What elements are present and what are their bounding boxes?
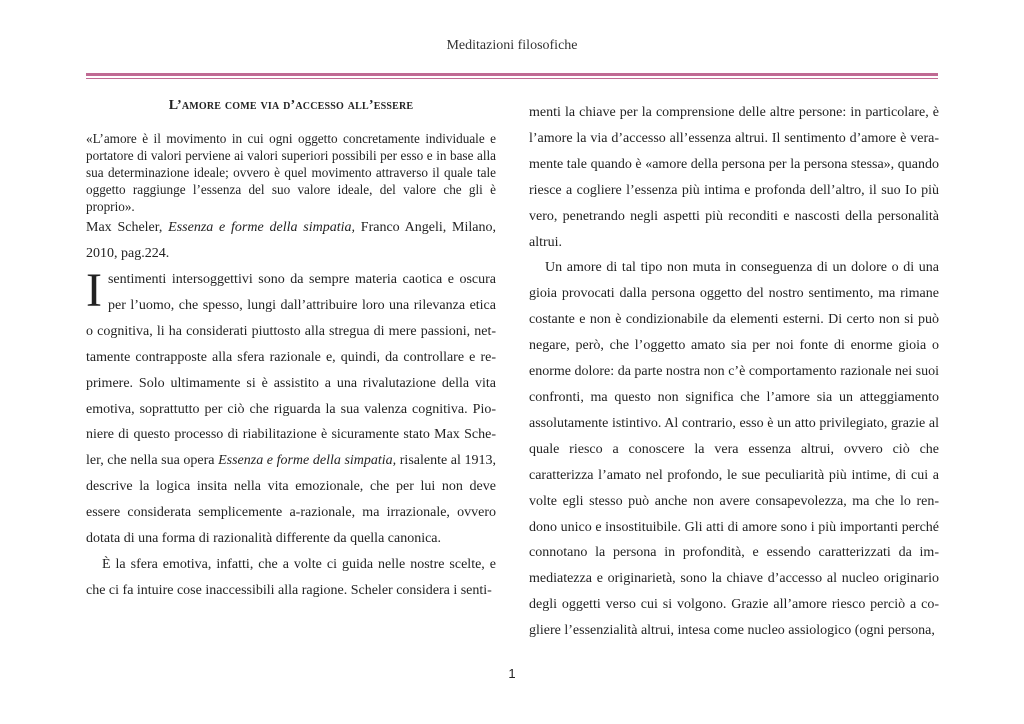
paragraph-1-text-b: risalente al 1913, descrive la logica insita nella vita emozionale, che per lui non deve essere considerata semplicemente a-razionale, ma irrazionale, ovvero dotata di una forma di razionalità differente da quella canonica. xyxy=(86,453,496,547)
article-title: L’amore come via d’accesso all’essere xyxy=(168,98,414,113)
right-column xyxy=(529,100,939,644)
paragraph-1-text-a: sentimenti intersoggettivi sono da sempre materia caotica e oscura per l’uomo, che spesso, lungi dall’attribuire loro una rilevanza etica o cognitiva, li ha considerati piuttosto alla stregua di mere passioni, nettamente contrapposte alla sfera razionale e, quindi, da controllare e reprimere. Solo ultimamente si è assistito a una rivalutazione della vita emotiva, soprattutto per ciò che riguarda la sua valenza cognitiva. Pioniere di questo processo di riabilitazione è sicuramente stato Max Scheler, che nella sua opera xyxy=(86,272,496,469)
body-paragraph-1 xyxy=(86,264,496,552)
drop-cap: I xyxy=(86,264,102,317)
citation-work: Essenza e forme della simpatia, xyxy=(168,220,355,235)
page-number: 1 xyxy=(508,666,516,681)
running-header: Meditazioni filosofiche xyxy=(446,38,578,53)
body-paragraph-3: menti la chiave per la comprensione delle altre persone: in particolare, è l’amore la via d’accesso all’essenza altrui. Il sentimento d’amore è veramente tale quando è «amore della persona per la persona stessa», quando riesce a cogliere l’essenza più intima e profonda dell’altro, il suo Io più vero, penetrando negli aspetti più reconditi e nascosti della personalità altrui. xyxy=(529,105,939,250)
header-rule-thin xyxy=(86,78,938,79)
epigraph-citation xyxy=(86,215,496,267)
body-paragraph-4: Un amore di tal tipo non muta in conseguenza di un dolore o di una gioia provocati dalla persona oggetto del nostro sentimento, ma rimane costante e non è condizionabile da elementi esterni. Di certo non si può negare, però, che l’oggetto amato sia per noi fonte di enorme gioia o enorme dolore: da parte nostra non c’è comportamento razionale nei suoi confronti, ma questo non significa che l’amore sia un atteggiamento assolutamente istintivo. Al contrario, esso è un atto privilegiato, grazie al quale riesco a conoscere la vera essenza altrui, ovvero ciò che caratterizza l’amato nel profondo, le sue peculiarità più intime, di cui a volte egli stesso può anche non avere consapevolezza, ma che lo rendono unico e insostituibile. Gli atti di amore sono i più importanti perché connotano la persona in profondità, e essendo caratterizzati da immediatezza e originarietà, sono la chiave d’accesso al nucleo originario degli oggetti verso cui si volgono. Grazie all’amore riesco perciò a cogliere l’essenzialità altrui, intesa come nucleo assiologico (ogni persona, xyxy=(529,260,939,639)
header-rule-thick xyxy=(86,73,938,76)
citation-author: Max Scheler, xyxy=(86,220,169,235)
citation-publisher: Franco Angeli, Milano, 2010, pag.224. xyxy=(86,220,496,261)
epigraph-quote: «L’amore è il movimento in cui ogni oggetto concretamente individuale e portatore di valori perviene ai valori superiori possibili per esso e in base alla sua determinazione ideale; ovvero è quel movimento attraverso il quale tale oggetto raggiunge l’essenza del suo valore ideale, del valore che gli è proprio». xyxy=(86,131,496,214)
paragraph-1-work-title: Essenza e forme della simpatia, xyxy=(218,453,397,469)
body-paragraph-2: È la sfera emotiva, infatti, che a volte ci guida nelle nostre scelte, e che ci fa intuire cose inaccessibili alla ragione. Scheler considera i senti- xyxy=(86,556,496,598)
left-column xyxy=(86,96,496,604)
